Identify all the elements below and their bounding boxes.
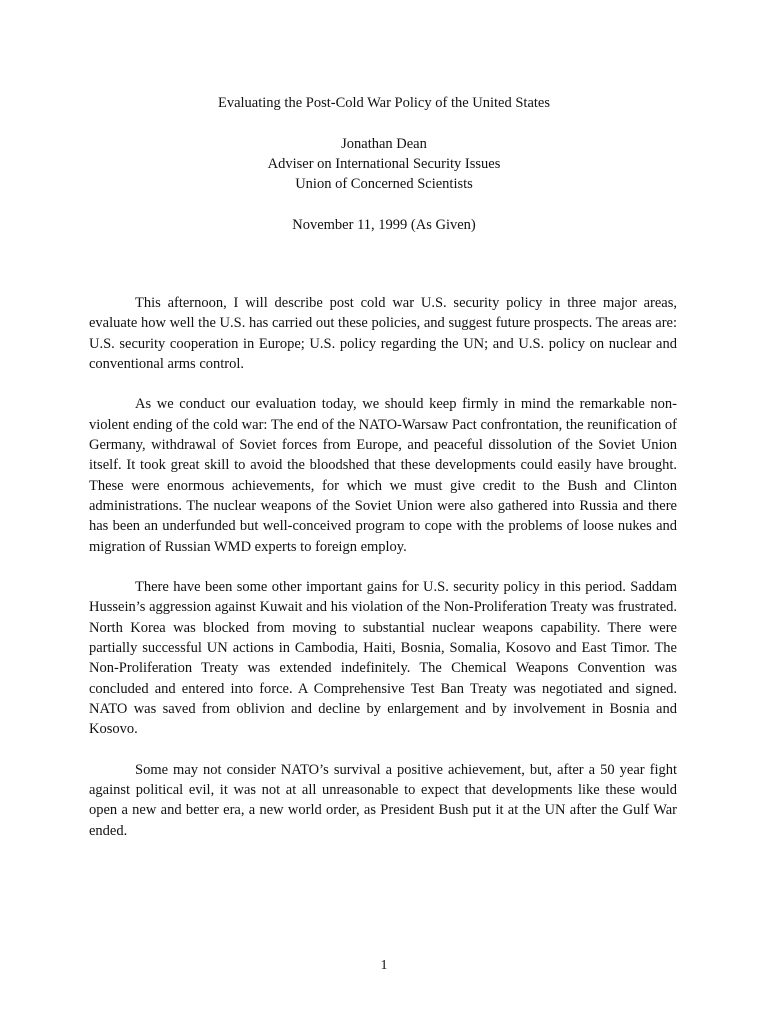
document-title: Evaluating the Post-Cold War Policy of the United States: [217, 95, 551, 111]
author-block: [0, 134, 768, 194]
page-number: 1: [380, 958, 388, 973]
paragraph-1: This afternoon, I will describe post cold war U.S. security policy in three major areas, evaluate how well the U.S. has carried out these policies, and suggest future prospects. The areas are: U.S. security cooperation in Europe; U.S. policy regarding the UN; and U.S. policy on nuclear and conventional arms control.: [89, 295, 677, 372]
author-organization: Union of Concerned Scientists: [295, 176, 473, 192]
paragraph-2: As we conduct our evaluation today, we should keep firmly in mind the remarkable non-violent ending of the cold war: The end of the NATO-Warsaw Pact confrontation, the reunification of Germany, withdrawal of Soviet forces from Europe, and peaceful dissolution of the Soviet Union itself. It took great skill to avoid the bloodshed that these developments could easily have brought. These were enormous achievements, for which we must give credit to the Bush and Clinton administrations. The nuclear weapons of the Soviet Union were also gathered into Russia and there has been an underfunded but well-conceived program to cope with the problems of loose nukes and migration of Russian WMD experts to foreign employ.: [89, 396, 677, 555]
paragraph-4: Some may not consider NATO’s survival a positive achievement, but, after a 50 year fight against political evil, it was not at all unreasonable to expect that developments like these would open a new and better era, a new world order, as President Bush put it at the UN after the Gulf War ended.: [89, 761, 677, 839]
document-title-block: [0, 93, 768, 113]
author-position: Adviser on International Security Issues: [267, 156, 501, 172]
author-name: Jonathan Dean: [341, 136, 427, 152]
paragraph-3: There have been some other important gains for U.S. security policy in this period. Saddam Hussein’s aggression against Kuwait and his violation of the Non-Proliferation Treaty was frustrated. North Korea was blocked from moving to substantial nuclear weapons capability. There were partially successful UN actions in Cambodia, Haiti, Bosnia, Somalia, Kosovo and East Timor. The Non-Proliferation Treaty was extended indefinitely. The Chemical Weapons Convention was concluded and entered into force. A Comprehensive Test Ban Treaty was negotiated and signed. NATO was saved from oblivion and decline by enlargement and by involvement in Bosnia and Kosovo.: [89, 579, 677, 738]
document-date: November 11, 1999 (As Given): [292, 217, 476, 233]
document-body: [89, 293, 677, 861]
date-block: [0, 215, 768, 235]
